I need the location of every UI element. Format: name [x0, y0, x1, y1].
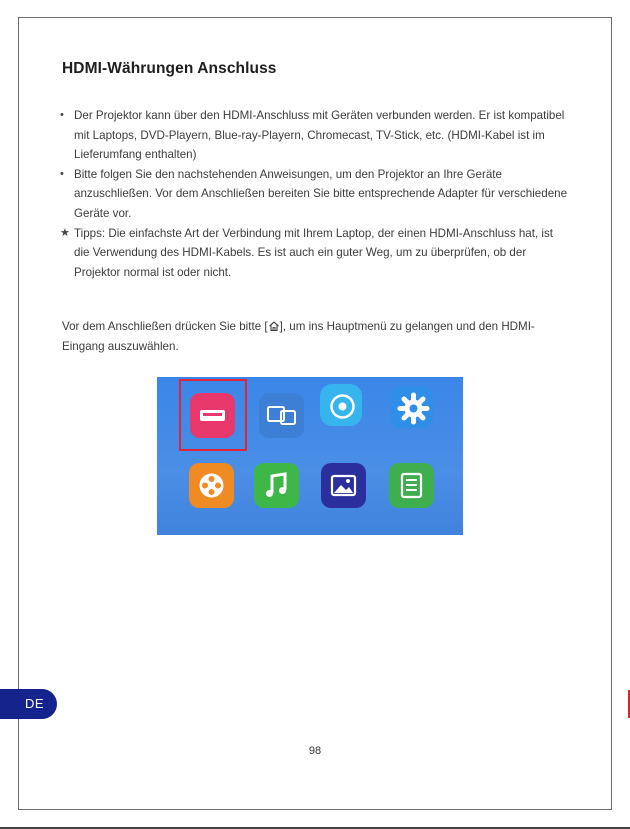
- music-note-icon: [254, 463, 299, 508]
- movie-tile: [189, 463, 234, 508]
- intro-text-after: ], um ins Hauptmenü zu gelangen und den HDMI-Eingang auszuwählen.: [62, 320, 535, 353]
- list-item: [60, 165, 570, 224]
- section-title: HDMI-Währungen Anschluss: [62, 60, 277, 77]
- intro-text-before: Vor dem Anschließen drücken Sie bitte [: [62, 320, 268, 333]
- intro-paragraph: [62, 317, 572, 356]
- document-icon: [389, 463, 434, 508]
- list-item: [60, 224, 570, 283]
- list-item-text: Bitte folgen Sie den nachstehenden Anweisungen, um den Projektor an Ihre Geräte anzuschließen. Vor dem Anschließen bereiten Sie bitte entsprechende Adapter für verschiedene Geräte vor.: [74, 167, 568, 220]
- list-item-text: Der Projektor kann über den HDMI-Anschluss mit Geräten verbunden werden. Er ist kompatibel mit Laptops, DVD-Playern, Blue-ray-Playern, Chromecast, TV-Stick, etc. (HDMI-Kabel ist im Lieferumfang enthalten): [74, 109, 565, 162]
- usb-media-tile: [320, 384, 362, 426]
- home-icon: [268, 319, 280, 331]
- bullet-list: [60, 106, 570, 282]
- picture-icon: [321, 463, 366, 508]
- bullet-marker: •: [60, 167, 64, 180]
- photo-tile: [321, 463, 366, 508]
- usb-media-icon: [320, 384, 365, 429]
- list-item: [60, 106, 570, 165]
- document-tile: [389, 463, 434, 508]
- hdmi-icon: [190, 393, 235, 438]
- music-tile: [254, 463, 299, 508]
- main-menu-screenshot: [157, 377, 463, 535]
- language-tab: DE: [0, 689, 57, 719]
- bullet-marker: •: [60, 109, 64, 121]
- page-number: 98: [308, 745, 322, 757]
- gear-icon: [391, 386, 436, 431]
- screen-mirror-icon: [259, 393, 304, 438]
- list-item-text: Tipps: Die einfachste Art der Verbindung mit Ihrem Laptop, der einen HDMI-Anschluss hat, ist die Verwendung des HDMI-Kabels. Es ist auch ein guter Weg, um zu überprüfen, ob der Projektor normal ist oder nicht.: [74, 226, 554, 279]
- settings-tile: [391, 386, 433, 428]
- film-reel-icon: [189, 463, 234, 508]
- star-marker: ★: [60, 226, 70, 239]
- screen-mirror-tile: [259, 393, 304, 438]
- hdmi-tile: [190, 393, 235, 438]
